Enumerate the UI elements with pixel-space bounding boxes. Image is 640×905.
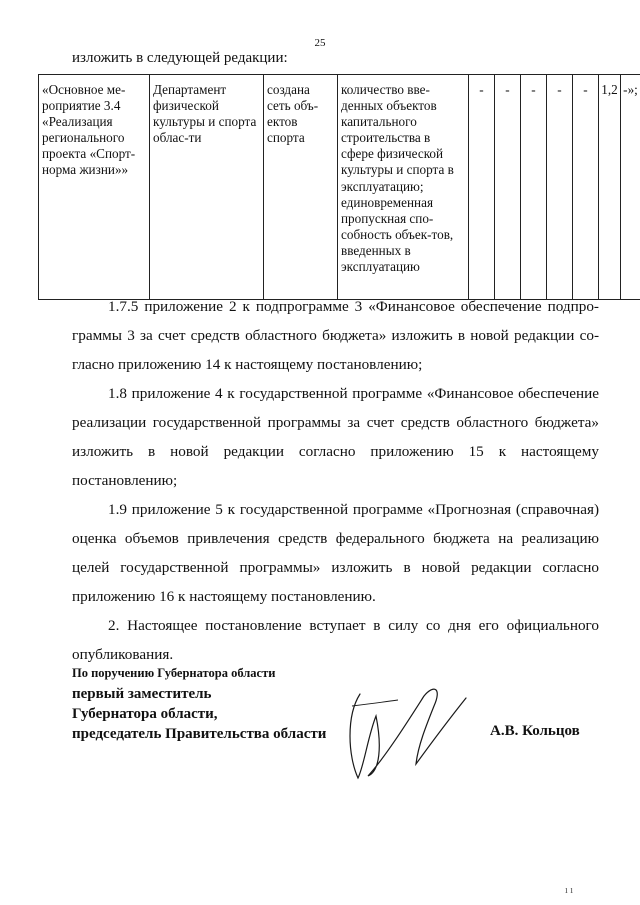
- signatory-title: [72, 684, 326, 744]
- value-cell: -: [469, 75, 495, 300]
- value-cell: -»;: [621, 75, 640, 300]
- value-cell: -: [495, 75, 521, 300]
- paragraph: 1.7.5 приложение 2 к подпрограмме 3 «Финансовое обеспечение подпро-граммы 3 за счет средств областного бюджета» изложить в новой редакции со-гласно приложению 14 к настоящему постановлению;: [72, 298, 599, 373]
- value-cell: -: [547, 75, 573, 300]
- value-cell: -: [573, 75, 599, 300]
- table-row: [39, 75, 640, 300]
- signatory-title-line: первый заместитель: [72, 686, 212, 702]
- executor-cell: Департамент физической культуры и спорта облас-ти: [150, 75, 264, 300]
- footer-mark: ı ı: [565, 885, 574, 896]
- signatory-title-line: председатель Правительства области: [72, 726, 327, 742]
- value-cell: 1,2: [599, 75, 621, 300]
- intro-text: изложить в следующей редакции:: [72, 50, 288, 66]
- signatory-title-line: Губернатора области,: [72, 706, 218, 722]
- value-cell: -: [521, 75, 547, 300]
- handwritten-signature: [338, 676, 478, 786]
- page-number: 25: [314, 37, 326, 49]
- measures-table: [38, 74, 640, 300]
- paragraph: 1.9 приложение 5 к государственной программе «Прогнозная (справочная) оценка объемов привлечения средств федерального бюджета на реализацию целей государственной программы» изложить в новой редакции согласно приложению 16 к настоящему постановлению.: [72, 501, 599, 605]
- result-cell: создана сеть объ-ектов спорта: [264, 75, 338, 300]
- measure-name-cell: «Основное ме-роприятие 3.4 «Реализация регионального проекта «Спорт-норма жизни»»: [39, 75, 150, 300]
- signature-intro: По поручению Губернатора области: [72, 666, 276, 680]
- paragraph: 2. Настоящее постановление вступает в силу со дня его официального опубликования.: [72, 617, 599, 663]
- paragraph: 1.8 приложение 4 к государственной программе «Финансовое обеспечение реализации государственной программы за счет средств областного бюджета» изложить в новой редакции согласно приложению 15 к настоящему постановлению;: [72, 385, 599, 489]
- document-body: [72, 292, 599, 669]
- indicator-cell: количество вве-денных объектов капитального строительства в сфере физической культуры и спорта в эксплуатацию; единовременная пропускная спо-собность объек-тов, введенных в эксплуатацию: [338, 75, 469, 300]
- signatory-name: А.В. Кольцов: [490, 723, 580, 739]
